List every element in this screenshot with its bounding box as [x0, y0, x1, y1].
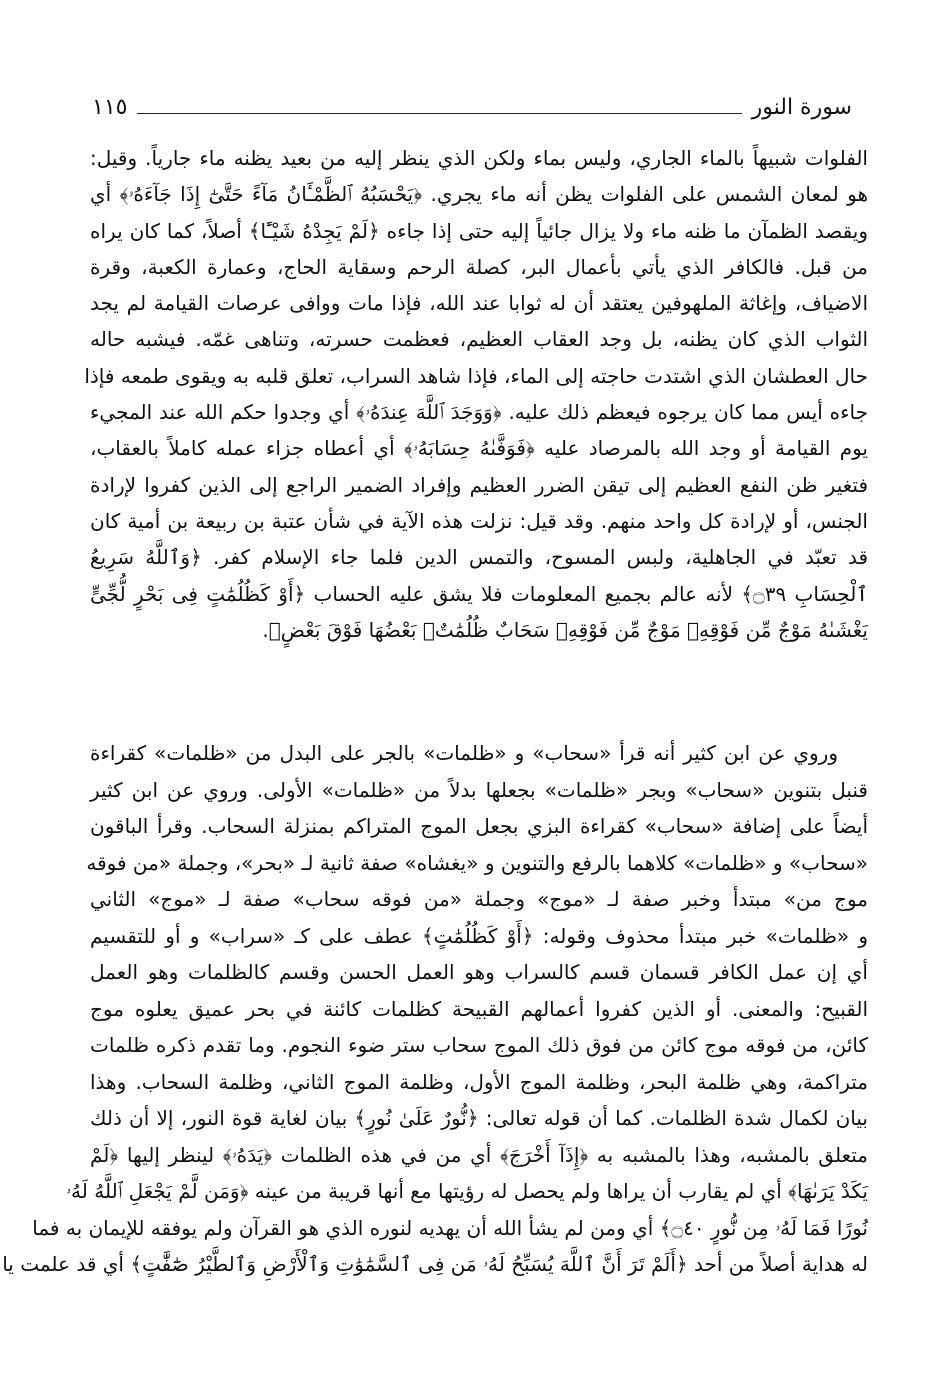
- header-rule: [137, 113, 741, 114]
- text-line: بيان لكمال شدة الظلمات. كما أن قوله تعالى: ﴿نُّورٌ عَلَىٰ نُورٍ﴾ بيان لغاية قوة النور، إلا أن ذلك: [90, 1106, 868, 1130]
- text-line: يَكَدْ يَرَىٰهَا﴾ أي لم يقارب أن يراها ولم يحصل له رؤيتها مع أنها قريبة من عينه ﴿وَمَن لَّمْ يَجْعَلِ ٱللَّهُ لَهُۥ: [66, 1179, 868, 1203]
- text-line: وروي عن ابن كثير أنه قرأ «سحاب» و «ظلمات» بالجر على البدل من «ظلمات» كقراءة: [90, 741, 838, 765]
- page-number: ١١٥: [92, 95, 128, 120]
- text-line: متراكمة، وهي ظلمة البحر، وظلمة الموج الأول، وظلمة الموج الثاني، وظلمة السحاب. وهذا: [90, 1069, 868, 1094]
- paragraph-1: [84, 140, 869, 648]
- text-line: جاءه أيس مما كان يرجوه فيعظم ذلك عليه. ﴿وَوَجَدَ ٱللَّهَ عِندَهُۥ﴾ أي وجدوا حكم الله عند المجيء: [90, 400, 868, 425]
- text-line: القبيح: والمعنى. أو الذين كفروا أعمالهم القبيحة كظلمات كائنة في بحر عميق يعلوه موج: [90, 996, 868, 1021]
- text-line: أي إن عمل الكافر قسمان قسم كالسراب وهو العمل الحسن وقسم كالظلمات وهو العمل: [90, 960, 868, 984]
- text-line: كائن، من فوقه موج كائن من فوق ذلك الموج سحاب ستر ضوء النجوم. وما تقدم ذكره ظلمات: [90, 1033, 868, 1057]
- text-line: أيضاً على إضافة «سحاب» كقراءة البزي بجعل الموج المتراكم بمنزلة السحاب. وقرأ الباقون: [90, 814, 868, 838]
- text-line: الثواب الذي كان يظنه، بل وجد العقاب العظيم، فعظمت حسرته، وتناهى غمّه. فيشبه حاله: [90, 327, 868, 352]
- text-line: قنبل بتنوين «سحاب» وبجر «ظلمات» بجعلها بدلاً من «ظلمات» الأولى. وروي عن ابن كثير: [90, 777, 868, 802]
- text-line: من قبل. فالكافر الذي يأتي بأعمال البر، كصلة الرحم وسقاية الحاج، وعمارة الكعبة، وقرة: [90, 254, 868, 279]
- text-line: له هداية أصلاً من أحد ﴿أَلَمْ تَرَ أَنَّ ٱللَّهَ يُسَبِّحُ لَهُۥ مَن فِى ٱلسَّمَٰوَٰتِ وَٱلْأَرْضِ وَٱلطَّيْرُ صَٰٓفَّٰتٍ﴾ أي قد علمت يا: [2, 1252, 868, 1276]
- text-line: الجنس، أو لإرادة كل واحد منهم. وقد قيل: نزلت هذه الآية في شأن عتبة بن ربيعة بن أمية كان: [90, 508, 868, 533]
- text-line: ٱلْحِسَابِ ۝٣٩﴾ لأنه عالم بجميع المعلومات فلا يشق عليه الحساب ﴿أَوْ كَظُلُمَٰتٍ فِى بَحْرٍ لُّجِّىٍّ: [90, 581, 869, 606]
- text-line: و «ظلمات» خبر مبتدأ محذوف وقوله: ﴿أَوْ كَظُلُمَٰتٍ﴾ عطف على كـ «سراب» و أو للتقسيم: [90, 923, 868, 948]
- text-line: يَغْشَىٰهُ مَوْجٌ مِّن فَوْقِهِۦ مَوْجٌ مِّن فَوْقِهِۦ سَحَابٌ ظُلُمَٰتٌۢ بَعْضُهَا فَوْقَ بَعْضٍ﴾.: [262, 617, 868, 642]
- page-header: [92, 84, 852, 120]
- text-line: نُورًا فَمَا لَهُۥ مِن نُّورٍ ۝٤٠﴾ أي ومن لم يشأ الله أن يهديه لنوره الذي هو القرآن ولم يوفقه للإيمان به فما: [32, 1215, 868, 1240]
- text-line: قد تعبّد في الجاهلية، ولبس المسوح، والتمس الدين فلما جاء الإسلام كفر. ﴿وَٱللَّهُ سَرِيعُ: [90, 545, 868, 570]
- running-title: سورة النور: [751, 95, 852, 120]
- text-line: هو لمعان الشمس على الفلوات يظن أنه ماء يجري. ﴿يَحْسَبُهُ ٱلظَّمْـَٔانُ مَآءً حَتَّىٰٓ إِذَا جَآءَهُۥ﴾ أي: [90, 182, 868, 207]
- text-line: حال العطشان الذي اشتدت حاجته إلى الماء، فإذا شاهد السراب، تعلق قلبه به ويقوى طمعه فإذا: [84, 363, 868, 388]
- text-line: ويقصد الظمآن ما ظنه ماء ولا يزال جائياً إليه حتى إذا جاءه ﴿لَمْ يَجِدْهُ شَيْـًٔا﴾ أصلاً، كما كان يراه: [90, 218, 868, 243]
- paragraph-2: [2, 735, 868, 1283]
- text-line: فتغير ظن النفع العظيم إلى تيقن الضرر العظيم وإفراد الضمير الراجع إلى الذين كفروا لإرادة: [90, 472, 868, 497]
- text-line: يوم القيامة أو وجد الله بالمرصاد عليه ﴿فَوَفَّىٰهُ حِسَابَهُۥ﴾ أي أعطاه جزاء عمله كاملاً بالعقاب،: [90, 436, 868, 461]
- text-line: الفلوات شبيهاً بالماء الجاري، وليس بماء ولكن الذي ينظر إليه من بعيد يظنه ماء جارياً. وقيل:: [90, 146, 868, 170]
- text-line: متعلق بالمشبه، وهذا بالمشبه به ﴿إِذَآ أَخْرَجَ﴾ أي من في هذه الظلمات ﴿يَدَهُۥ﴾ لينظر إليها ﴿لَمْ: [90, 1142, 868, 1167]
- text-line: الاضياف، وإغاثة الملهوفين يعتقد أن له ثوابا عند الله، فإذا مات ووافى عرصات القيامة لم يجد: [90, 291, 868, 316]
- text-line: «سحاب» و «ظلمات» كلاهما بالرفع والتنوين و «يغشاه» صفة ثانية لـ «بحر»، وجملة «من فوقه: [86, 850, 868, 875]
- text-line: موج من» مبتدأ وخبر صفة لـ «موج» وجملة «من فوقه سحاب» صفة لـ «موج» الثاني: [90, 887, 868, 911]
